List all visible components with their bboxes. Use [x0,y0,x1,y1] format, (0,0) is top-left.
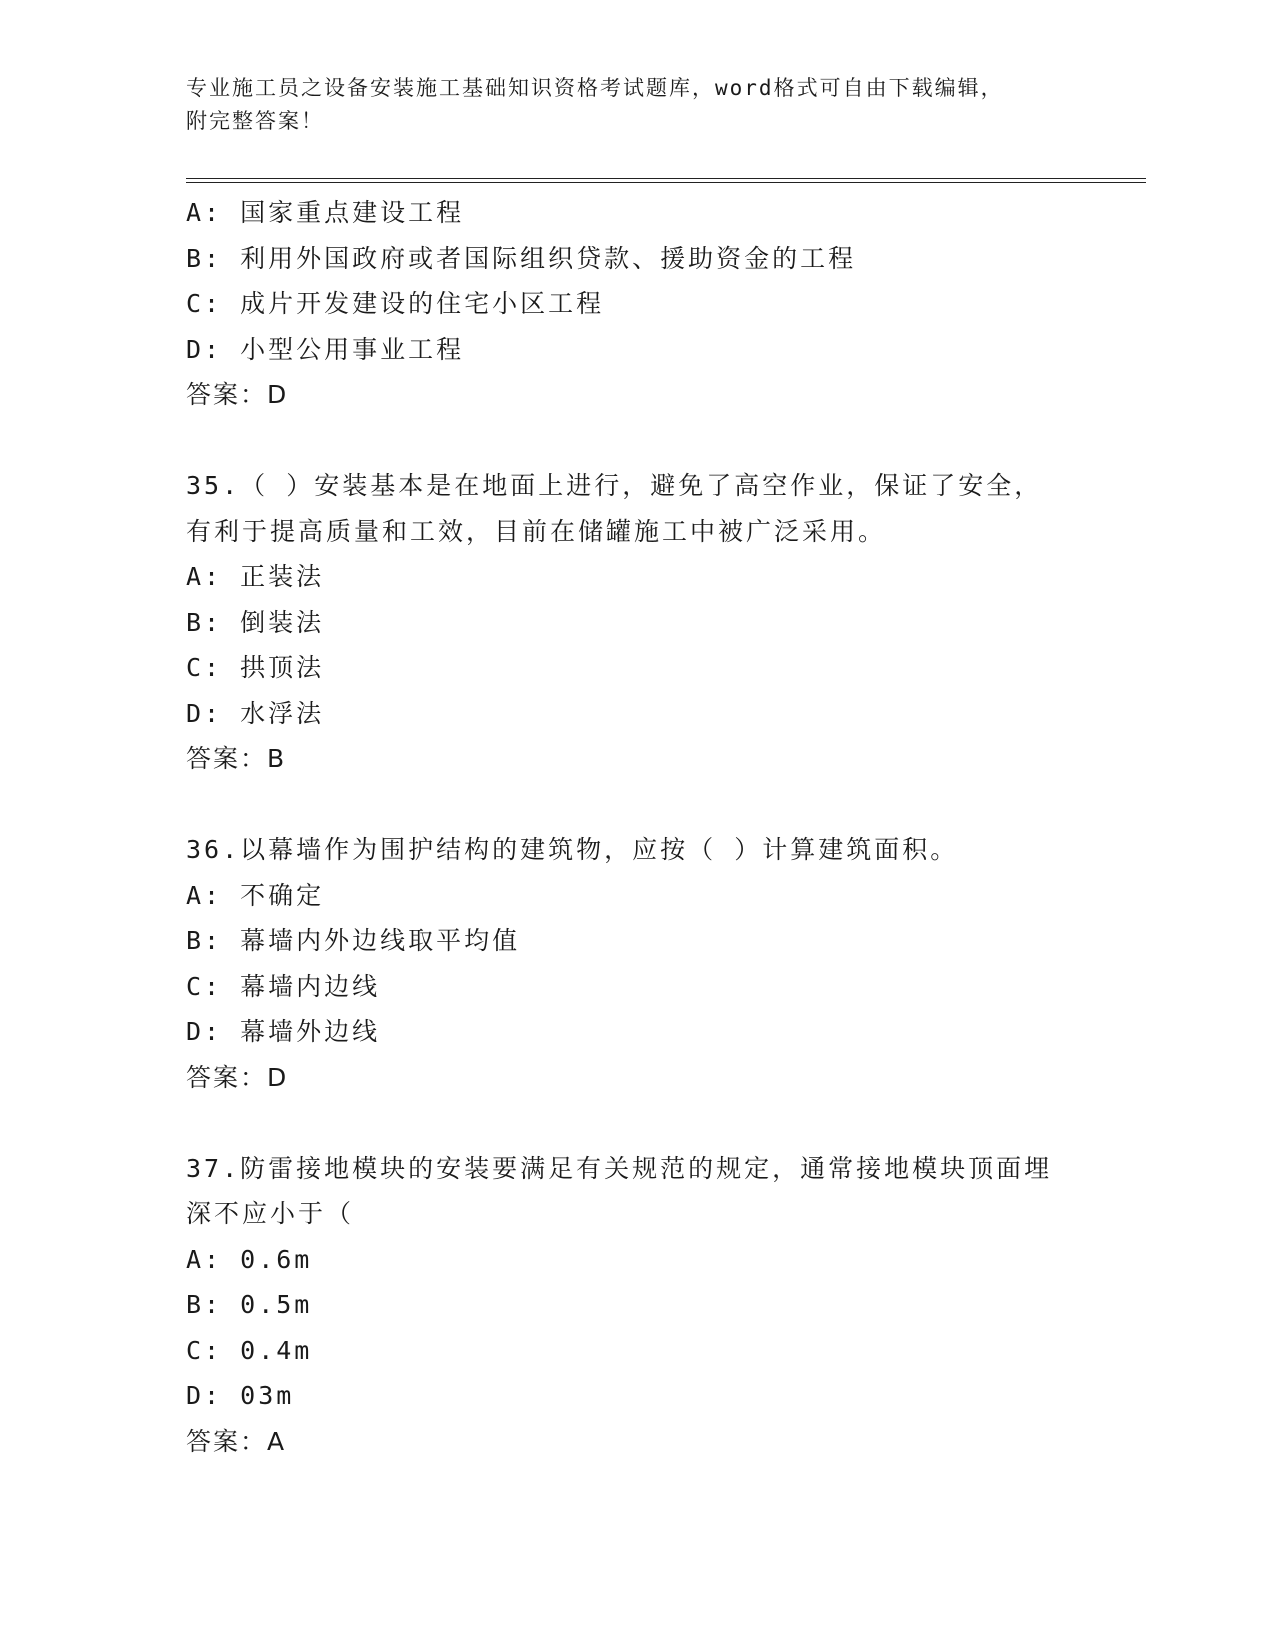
option-b: B: 利用外国政府或者国际组织贷款、援助资金的工程 [186,243,857,273]
question-block [186,827,1146,1100]
option-d: D: 水浮法 [186,698,325,728]
header-line: 附完整答案！ [186,109,324,133]
option-a: A: 国家重点建设工程 [186,198,465,227]
question-text: 37.防雷接地模块的安装要满足有关规范的规定，通常接地模块顶面埋 [186,1153,1053,1183]
option-b: B: 幕墙内外边线取平均值 [186,926,521,955]
option-b: B: 倒装法 [186,607,325,637]
option-a: A: 0.6m [186,1244,313,1274]
question-list [186,190,1146,1464]
document-header [186,72,1086,138]
option-c: C: 成片开发建设的住宅小区工程 [186,289,605,318]
question-block [186,463,1146,782]
question-text: 有利于提高质量和工效，目前在储罐施工中被广泛采用。 [186,516,887,546]
question-block [186,190,1146,418]
option-c: C: 0.4m [186,1335,313,1365]
option-d: D: 03m [186,1381,295,1410]
option-a: A: 不确定 [186,880,325,910]
option-b: B: 0.5m [186,1290,313,1319]
spacer [186,418,1146,464]
question-text: 35.（ ）安装基本是在地面上进行，避免了高空作业，保证了安全， [186,471,1043,500]
header-divider [186,178,1146,183]
option-a: A: 正装法 [186,562,325,591]
answer-line: 答案：D [186,1062,289,1092]
question-text: 深不应小于（ [186,1199,355,1228]
spacer [186,782,1146,828]
header-line: 专业施工员之设备安装施工基础知识资格考试题库，word格式可自由下载编辑， [186,76,1004,100]
question-block [186,1146,1146,1465]
answer-line: 答案：B [186,744,287,773]
answer-line: 答案：A [186,1426,287,1456]
spacer [186,1100,1146,1146]
option-c: C: 拱顶法 [186,653,325,682]
answer-line: 答案：D [186,380,289,409]
option-c: C: 幕墙内边线 [186,971,381,1001]
question-text: 36.以幕墙作为围护结构的建筑物，应按（ ）计算建筑面积。 [186,835,959,864]
option-d: D: 小型公用事业工程 [186,334,465,364]
option-d: D: 幕墙外边线 [186,1017,381,1046]
